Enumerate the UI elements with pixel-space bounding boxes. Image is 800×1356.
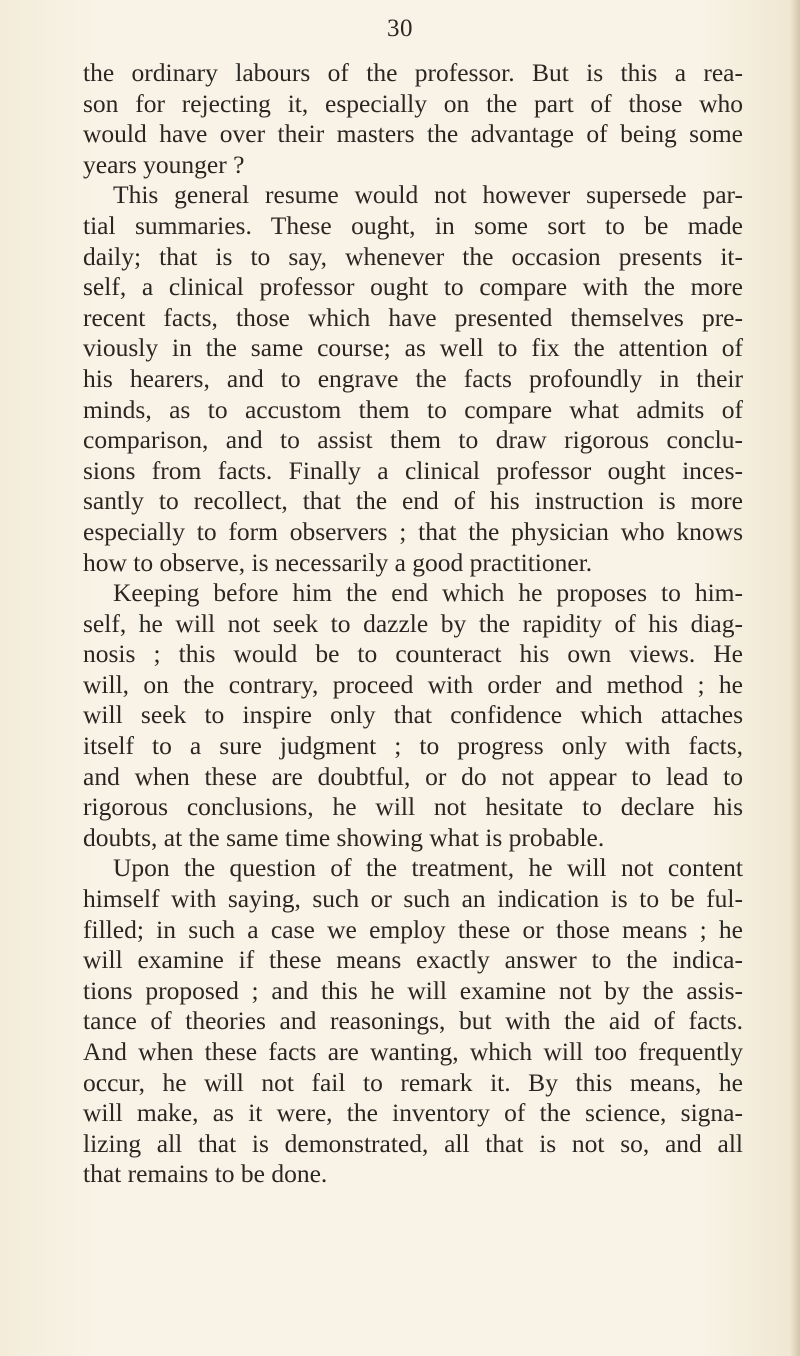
page-number: 30 — [387, 15, 413, 42]
text-line: the ordinary labours of the professor. But is this a rea- — [83, 58, 743, 87]
text-line: self, he will not seek to dazzle by the rapidity of his diag- — [83, 608, 743, 638]
text-line: rigorous conclusions, he will not hesitate to declare his — [83, 792, 743, 822]
text-line: will, on the contrary, proceed with order and method ; he — [83, 669, 743, 699]
text-line: minds, as to accustom them to compare what admits of — [83, 394, 743, 424]
text-line: filled; in such a case we employ these or those means ; he — [83, 914, 743, 944]
text-line: viously in the same course; as well to fix the attention of — [83, 333, 743, 363]
text-line: will make, as it were, the inventory of the science, signa- — [83, 1098, 743, 1128]
text-line: and when these are doubtful, or do not appear to lead to — [83, 761, 743, 791]
text-line: comparison, and to assist them to draw rigorous conclu- — [83, 425, 743, 455]
text-line: And when these facts are wanting, which will too frequently — [83, 1037, 743, 1066]
text-line: Keeping before him the end which he proposes to him- — [113, 578, 743, 608]
text-line: would have over their masters the advantage of being some — [83, 119, 743, 149]
page-edge-shadow — [790, 0, 800, 1356]
text-line: doubts, at the same time showing what is probable. — [83, 822, 605, 852]
text-line: tial summaries. These ought, in some sort to be made — [83, 210, 743, 240]
body-text — [83, 58, 743, 1190]
text-line: will examine if these means exactly answer to the indica- — [83, 945, 743, 975]
text-line: how to observe, is necessarily a good practitioner. — [83, 547, 593, 577]
text-line: recent facts, those which have presented themselves pre- — [83, 302, 743, 332]
text-line: sions from facts. Finally a clinical professor ought inces- — [83, 455, 743, 485]
text-line: daily; that is to say, whenever the occasion presents it- — [83, 241, 743, 271]
text-line: especially to form observers ; that the physician who knows — [83, 516, 743, 546]
text-line: occur, he will not fail to remark it. By this means, he — [83, 1067, 743, 1097]
text-line: that remains to be done. — [83, 1159, 328, 1189]
text-line: itself to a sure judgment ; to progress only with facts, — [83, 731, 743, 761]
text-line: tance of theories and reasonings, but with the aid of facts. — [83, 1006, 743, 1036]
text-line: tions proposed ; and this he will examine not by the assis- — [83, 975, 743, 1005]
text-line: lizing all that is demonstrated, all that is not so, and all — [83, 1128, 743, 1158]
text-line: self, a clinical professor ought to compare with the more — [83, 272, 743, 302]
text-line: his hearers, and to engrave the facts profoundly in their — [83, 363, 743, 393]
text-line: will seek to inspire only that confidence which attaches — [83, 700, 743, 730]
text-line: years younger ? — [83, 149, 245, 179]
text-line: Upon the question of the treatment, he will not content — [113, 853, 743, 883]
text-line: santly to recollect, that the end of his instruction is more — [83, 486, 743, 516]
text-line: nosis ; this would be to counteract his own views. He — [83, 639, 743, 669]
text-line: son for rejecting it, especially on the part of those who — [83, 88, 743, 118]
text-line: himself with saying, such or such an indication is to be ful- — [83, 884, 743, 914]
text-line: This general resume would not however supersede par- — [113, 180, 743, 210]
